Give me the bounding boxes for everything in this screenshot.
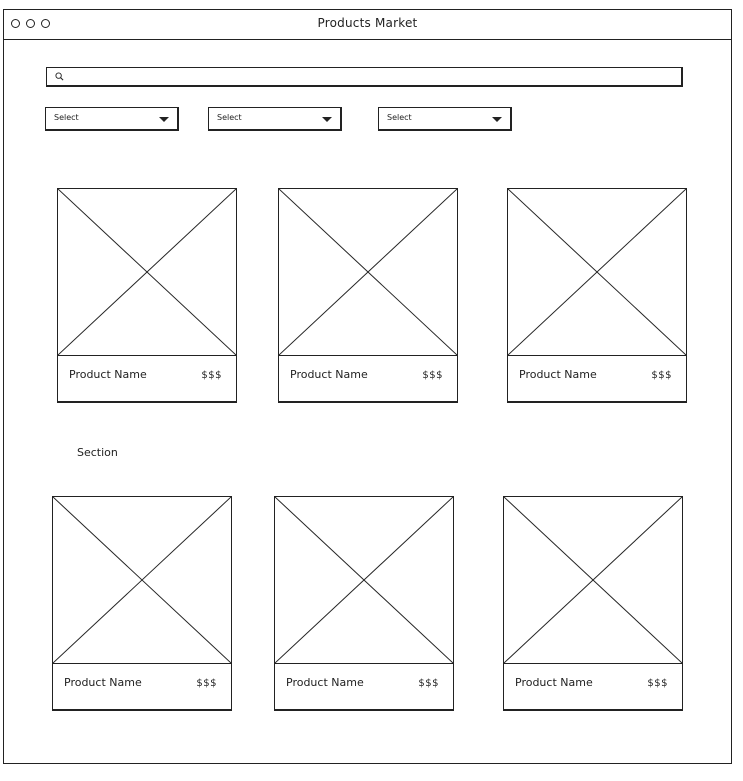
product-card[interactable] bbox=[274, 496, 454, 711]
image-placeholder-icon bbox=[58, 189, 236, 355]
chevron-down-icon bbox=[492, 117, 502, 122]
filter-select-1[interactable] bbox=[45, 107, 179, 131]
product-image-placeholder bbox=[507, 188, 687, 356]
filter-select-label: Select bbox=[387, 113, 412, 122]
title-bar bbox=[4, 10, 731, 40]
product-footer bbox=[274, 663, 454, 711]
product-card[interactable] bbox=[278, 188, 458, 403]
product-name: Product Name bbox=[64, 676, 142, 689]
product-name: Product Name bbox=[290, 368, 368, 381]
chevron-down-icon bbox=[159, 117, 169, 122]
product-footer bbox=[503, 663, 683, 711]
image-placeholder-icon bbox=[279, 189, 457, 355]
search-bar[interactable] bbox=[46, 67, 683, 87]
product-name: Product Name bbox=[515, 676, 593, 689]
product-footer bbox=[278, 355, 458, 403]
window-title: Products Market bbox=[317, 16, 418, 30]
search-input[interactable] bbox=[69, 69, 669, 84]
filter-select-label: Select bbox=[217, 113, 242, 122]
image-placeholder-icon bbox=[53, 497, 231, 663]
product-image-placeholder bbox=[57, 188, 237, 356]
product-card[interactable] bbox=[503, 496, 683, 711]
filter-select-3[interactable] bbox=[378, 107, 512, 131]
product-price: $$$ bbox=[196, 678, 217, 689]
search-icon bbox=[55, 72, 64, 81]
product-name: Product Name bbox=[519, 368, 597, 381]
product-footer bbox=[52, 663, 232, 711]
product-card[interactable] bbox=[57, 188, 237, 403]
product-price: $$$ bbox=[647, 678, 668, 689]
product-image-placeholder bbox=[52, 496, 232, 664]
product-price: $$$ bbox=[422, 370, 443, 381]
product-image-placeholder bbox=[274, 496, 454, 664]
image-placeholder-icon bbox=[508, 189, 686, 355]
product-name: Product Name bbox=[286, 676, 364, 689]
product-price: $$$ bbox=[651, 370, 672, 381]
product-price: $$$ bbox=[418, 678, 439, 689]
product-footer bbox=[57, 355, 237, 403]
app-window bbox=[3, 9, 732, 764]
product-image-placeholder bbox=[503, 496, 683, 664]
product-price: $$$ bbox=[201, 370, 222, 381]
filter-select-label: Select bbox=[54, 113, 79, 122]
filter-select-2[interactable] bbox=[208, 107, 342, 131]
image-placeholder-icon bbox=[504, 497, 682, 663]
image-placeholder-icon bbox=[275, 497, 453, 663]
product-name: Product Name bbox=[69, 368, 147, 381]
product-footer bbox=[507, 355, 687, 403]
product-card[interactable] bbox=[52, 496, 232, 711]
section-heading: Section bbox=[77, 446, 118, 459]
chevron-down-icon bbox=[322, 117, 332, 122]
product-card[interactable] bbox=[507, 188, 687, 403]
product-image-placeholder bbox=[278, 188, 458, 356]
